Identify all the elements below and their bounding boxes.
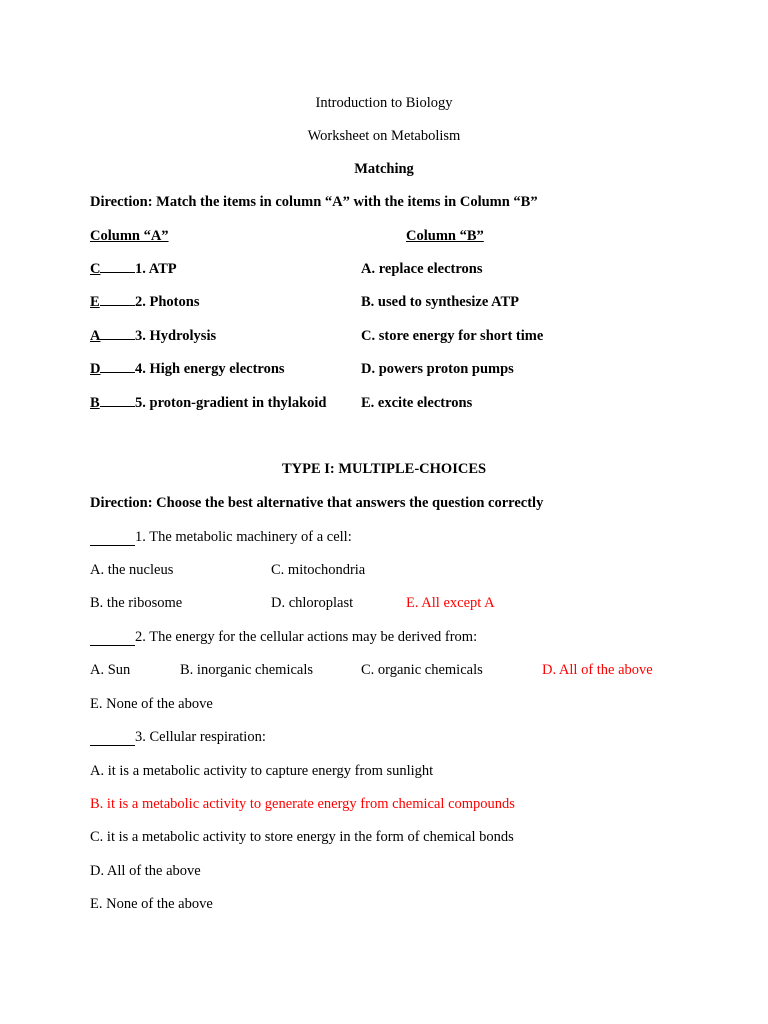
question-3 (90, 730, 266, 746)
correct-option: D. All of the above (542, 662, 653, 678)
correct-option: B. it is a metabolic activity to generate energy from chemical compounds (90, 796, 515, 812)
option: C. mitochondria (271, 562, 366, 578)
correct-option: E. All except A (406, 595, 495, 611)
option: D. chloroplast (271, 595, 354, 611)
answer-letter: A (90, 328, 101, 344)
matching-row (90, 262, 177, 277)
column-a-item: 4. High energy electrons (135, 361, 285, 377)
option: A. Sun (90, 662, 131, 678)
matching-row (90, 396, 327, 411)
column-b-item: D. powers proton pumps (361, 361, 514, 377)
column-a-item: 1. ATP (135, 261, 177, 277)
answer-blank (90, 329, 135, 344)
column-a-item: 5. proton-gradient in thylakoid (135, 395, 327, 411)
column-a-item: 3. Hydrolysis (135, 328, 217, 344)
answer-letter: B (90, 395, 100, 411)
answer-blank (90, 362, 135, 377)
option: E. None of the above (90, 896, 213, 912)
option: A. it is a metabolic activity to capture energy from sunlight (90, 763, 434, 779)
matching-row (90, 329, 216, 344)
worksheet-title: Worksheet on Metabolism (307, 128, 461, 144)
column-b-item: E. excite electrons (361, 395, 473, 411)
matching-row (90, 362, 285, 377)
option: B. the ribosome (90, 595, 183, 611)
section-title: Matching (354, 161, 414, 177)
answer-blank (90, 396, 135, 411)
answer-blank[interactable] (90, 630, 135, 646)
answer-blank[interactable] (90, 730, 135, 746)
column-a-item: 2. Photons (135, 294, 200, 310)
mc-section-title: TYPE I: MULTIPLE-CHOICES (281, 461, 487, 477)
question-text: 1. The metabolic machinery of a cell: (135, 529, 352, 545)
column-b-item: B. used to synthesize ATP (361, 294, 520, 310)
answer-letter: C (90, 261, 101, 277)
question-2 (90, 630, 477, 646)
answer-blank (90, 295, 135, 310)
question-1 (90, 530, 352, 546)
mc-direction: Direction: Choose the best alternative that answers the question correctly (90, 495, 544, 511)
question-text: 3. Cellular respiration: (135, 729, 266, 745)
option: E. None of the above (90, 696, 213, 712)
option: A. the nucleus (90, 562, 174, 578)
question-text: 2. The energy for the cellular actions may be derived from: (135, 629, 478, 645)
answer-letter: E (90, 294, 100, 310)
option: D. All of the above (90, 863, 201, 879)
course-title: Introduction to Biology (315, 95, 453, 111)
column-a-header: Column “A” (90, 228, 169, 244)
column-b-item: A. replace electrons (361, 261, 483, 277)
option: B. inorganic chemicals (180, 662, 314, 678)
matching-row (90, 295, 199, 310)
answer-blank (90, 262, 135, 277)
answer-letter: D (90, 361, 101, 377)
column-b-header: Column “B” (406, 228, 484, 244)
option: C. organic chemicals (361, 662, 483, 678)
option: C. it is a metabolic activity to store energy in the form of chemical bonds (90, 829, 514, 845)
answer-blank[interactable] (90, 530, 135, 546)
matching-direction: Direction: Match the items in column “A” with the items in Column “B” (90, 194, 538, 210)
column-b-item: C. store energy for short time (361, 328, 544, 344)
